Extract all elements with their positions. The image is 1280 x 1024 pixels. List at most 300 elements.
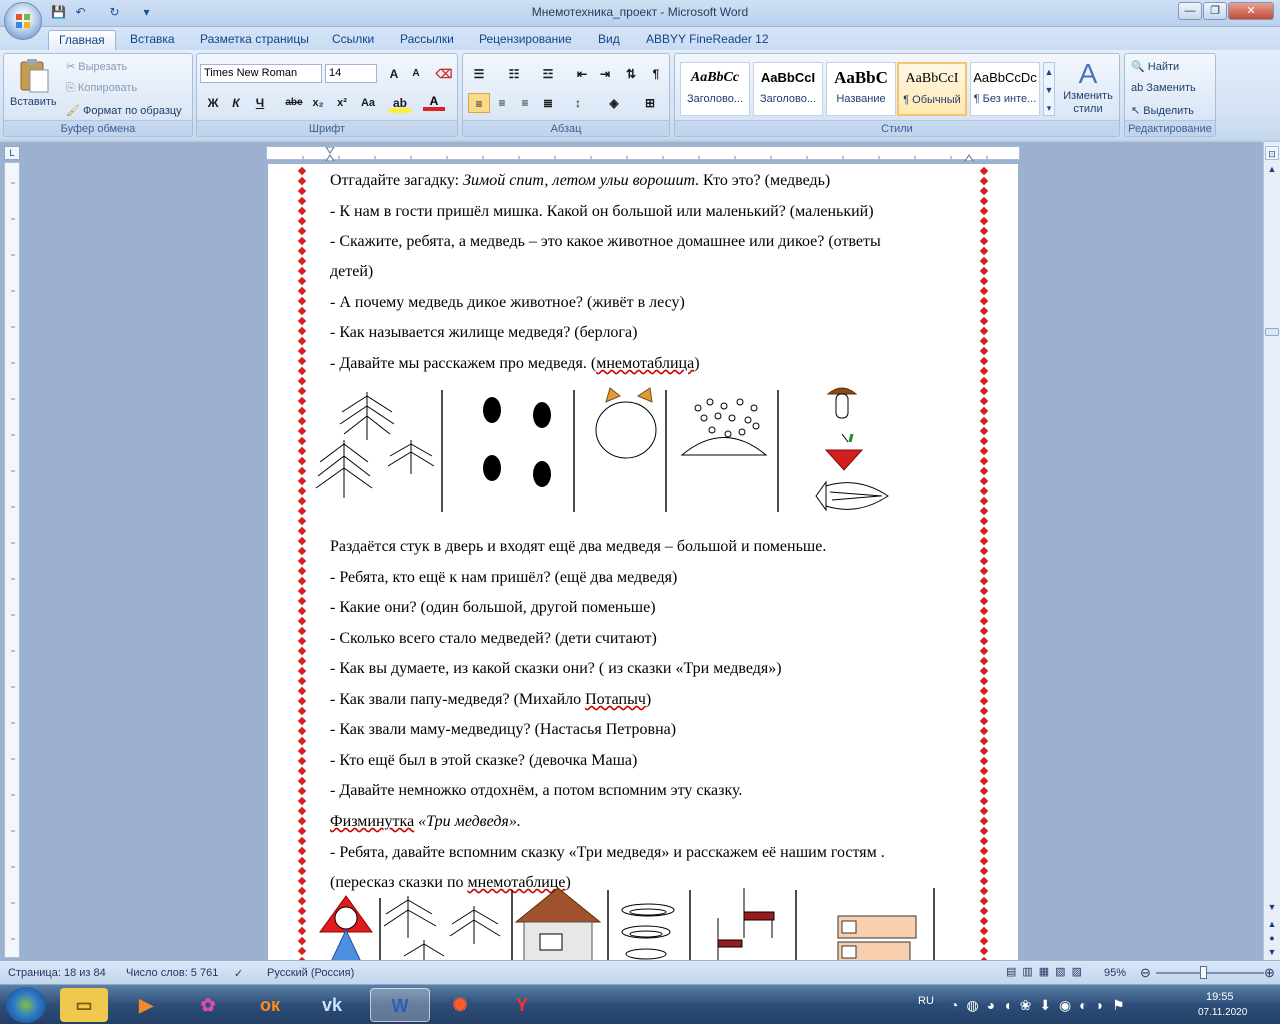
font-size-combo[interactable]: 14 <box>325 64 377 83</box>
style-name: Заголово... <box>686 93 744 105</box>
doc-line: - Как называется жилище медведя? (берлога) <box>330 324 638 341</box>
tab-view[interactable]: Вид <box>598 32 620 46</box>
pilcrow-icon[interactable]: ¶ <box>652 67 660 81</box>
customize-qat-icon[interactable]: ▾ <box>143 5 150 19</box>
border-dot <box>980 487 988 495</box>
style-name: ¶ Без инте... <box>973 93 1037 105</box>
save-icon[interactable]: 💾 <box>51 5 66 19</box>
style-sample: AaBbCcI <box>905 71 959 86</box>
zoom-level[interactable]: 95% <box>1104 967 1127 979</box>
misspelled-word: мнемотаблице <box>467 874 566 891</box>
text-run: ) <box>694 355 700 372</box>
border-dot <box>298 907 306 915</box>
border-dot <box>298 247 306 255</box>
close-button[interactable]: ✕ <box>1228 2 1274 20</box>
doc-line <box>330 355 700 373</box>
cut-label: Вырезать <box>78 61 128 73</box>
border-dot <box>298 797 306 805</box>
border-dot <box>980 207 988 215</box>
ribbon <box>0 50 1280 140</box>
border-dot <box>980 277 988 285</box>
border-dot <box>298 917 306 925</box>
border-dot <box>298 807 306 815</box>
change-case-button[interactable]: Aa <box>360 97 376 109</box>
border-dot <box>298 697 306 705</box>
paw-prints-icon <box>483 397 551 487</box>
border-dot <box>980 567 988 575</box>
window-title: Мнемотехника_проект - Microsoft Word <box>531 5 749 19</box>
border-dot <box>298 547 306 555</box>
border-dot <box>980 397 988 405</box>
border-dot <box>298 657 306 665</box>
border-dot <box>298 927 306 935</box>
shrink-font-icon[interactable]: A <box>412 68 420 79</box>
font-group <box>196 53 458 137</box>
explorer-icon[interactable]: ▭ <box>60 988 108 1022</box>
border-dot <box>980 497 988 505</box>
doc-line: - Какие они? (один большой, другой поменьше) <box>330 599 656 616</box>
border-dot <box>298 707 306 715</box>
border-dot <box>298 857 306 865</box>
border-dot <box>298 677 306 685</box>
clipboard-group <box>3 53 193 137</box>
bold-button[interactable]: Ж <box>207 96 219 110</box>
border-dot <box>980 407 988 415</box>
border-dot <box>980 767 988 775</box>
browse-object-icon[interactable]: ● <box>1269 933 1275 943</box>
border-dot <box>298 597 306 605</box>
berries-icon <box>826 434 862 470</box>
clear-format-icon[interactable]: ⌫ <box>435 67 453 81</box>
border-dot <box>980 267 988 275</box>
tray-language[interactable]: RU <box>918 995 934 1007</box>
border-dot <box>298 947 306 955</box>
style-normal[interactable] <box>897 62 967 116</box>
border-dot <box>980 217 988 225</box>
word-taskbar-icon[interactable]: W <box>370 988 430 1022</box>
doc-line: - К нам в гости пришёл мишка. Какой он большой или маленький? (маленький) <box>330 203 874 220</box>
border-dot <box>980 427 988 435</box>
border-dot <box>298 567 306 575</box>
tray-date[interactable]: 07.11.2020 <box>1198 1007 1248 1018</box>
border-dot <box>298 197 306 205</box>
styles-group-label: Стили <box>675 120 1119 136</box>
border-dot <box>980 197 988 205</box>
bowls-icon <box>622 904 674 959</box>
strikethrough-button[interactable]: abe <box>285 97 303 108</box>
border-dot <box>298 767 306 775</box>
binoculars-icon: 🔍 <box>1131 61 1148 73</box>
border-dot <box>980 517 988 525</box>
border-dot <box>980 377 988 385</box>
vertical-ruler[interactable] <box>4 162 20 958</box>
border-dot <box>298 477 306 485</box>
doc-line <box>330 172 830 190</box>
border-dot <box>298 847 306 855</box>
border-dot <box>298 877 306 885</box>
increase-indent-icon[interactable]: ⇥ <box>599 67 611 81</box>
photos-icon[interactable]: ✿ <box>200 995 216 1015</box>
border-dot <box>980 457 988 465</box>
border-dot <box>980 697 988 705</box>
grow-font-icon[interactable]: A <box>389 67 399 81</box>
format-painter-button[interactable] <box>66 104 182 117</box>
doc-line: - А почему медведь дикое животное? (живёт в лесу) <box>330 294 685 311</box>
doc-line <box>330 813 521 831</box>
tab-mailings[interactable]: Рассылки <box>400 32 454 46</box>
italic-button[interactable]: К <box>232 96 240 110</box>
den-snow-icon <box>682 399 766 455</box>
border-dot <box>298 307 306 315</box>
style-heading-1[interactable] <box>680 62 750 116</box>
undo-icon[interactable]: ↶ <box>75 5 86 19</box>
doc-line: детей) <box>330 263 374 280</box>
border-dot <box>298 577 306 585</box>
border-dot <box>298 207 306 215</box>
doc-line: - Скажите, ребята, а медведь – это какое животное домашнее или дикое? (ответы <box>330 233 881 250</box>
border-dot <box>298 267 306 275</box>
border-dot <box>980 937 988 945</box>
highlight-icon[interactable]: ab <box>389 93 411 113</box>
bear-head-icon <box>596 388 656 458</box>
underline-button[interactable]: Ч <box>255 96 265 110</box>
border-dot <box>980 687 988 695</box>
scroll-down-icon[interactable]: ▼ <box>1267 902 1277 912</box>
next-page-icon[interactable]: ▼ <box>1267 947 1277 957</box>
border-dot <box>980 917 988 925</box>
ribbon-tabs <box>0 27 1280 50</box>
change-styles-icon: A <box>1078 58 1098 89</box>
odnoklassniki-icon[interactable]: ок <box>259 995 280 1015</box>
replace-label: Заменить <box>1146 82 1196 94</box>
cursor-icon: ↖ <box>1131 105 1144 117</box>
border-dot <box>980 847 988 855</box>
fish-icon <box>816 482 888 510</box>
border-dot <box>298 257 306 265</box>
border-dot <box>298 527 306 535</box>
border-dot <box>980 287 988 295</box>
border-dot <box>298 177 306 185</box>
border-dot <box>298 787 306 795</box>
border-dot <box>980 477 988 485</box>
decrease-indent-icon[interactable]: ⇤ <box>576 67 588 81</box>
office-button[interactable] <box>4 2 42 40</box>
border-dot <box>980 547 988 555</box>
start-button[interactable] <box>6 987 46 1023</box>
border-dot <box>980 437 988 445</box>
border-dot <box>980 907 988 915</box>
cut-button[interactable] <box>66 60 127 73</box>
language[interactable]: Русский (Россия) <box>267 967 355 979</box>
fizm-title: «Три медведя». <box>418 813 521 830</box>
align-center-icon[interactable]: ≡ <box>498 96 506 110</box>
maximize-button[interactable]: ❐ <box>1203 2 1227 20</box>
text-run: ) <box>645 691 652 708</box>
border-dot <box>298 277 306 285</box>
font-color-icon[interactable]: A <box>423 93 445 111</box>
editing-group-label: Редактирование <box>1125 120 1215 136</box>
scroll-thumb[interactable] <box>1265 328 1279 336</box>
app-icon[interactable]: ✺ <box>452 995 468 1015</box>
style-title[interactable] <box>826 62 896 116</box>
doc-line: - Ребята, давайте вспомним сказку «Три медведя» и расскажем её нашим гостям . <box>330 844 885 861</box>
border-dot <box>298 827 306 835</box>
text-run: (пересказ сказки по <box>330 874 468 891</box>
border-dot <box>298 457 306 465</box>
border-dot <box>298 747 306 755</box>
border-dot <box>298 667 306 675</box>
border-dot <box>980 467 988 475</box>
doc-line: - Кто ещё был в этой сказке? (девочка Маша) <box>330 752 638 769</box>
office-logo-icon <box>5 3 41 39</box>
cut-icon: ✂ <box>66 61 79 73</box>
font-name-combo[interactable]: Times New Roman <box>200 64 322 83</box>
misspelled-word: мнемотаблица <box>596 355 695 372</box>
style-sample: AaBbCc <box>690 70 740 85</box>
border-dot <box>298 407 306 415</box>
doc-line: - Сколько всего стало медведей? (дети считают) <box>330 630 657 647</box>
page-count[interactable]: Страница: 18 из 84 <box>8 967 106 979</box>
border-dot <box>298 507 306 515</box>
border-dot <box>298 347 306 355</box>
border-dot <box>980 667 988 675</box>
border-dot <box>980 777 988 785</box>
border-dot <box>298 287 306 295</box>
border-dot <box>298 237 306 245</box>
doc-line: - Давайте немножко отдохнём, а потом вспомним эту сказку. <box>330 782 743 799</box>
border-dot <box>980 797 988 805</box>
border-dot <box>980 307 988 315</box>
border-dot <box>298 467 306 475</box>
minimize-button[interactable]: — <box>1178 2 1202 20</box>
border-dot <box>980 657 988 665</box>
tab-abbyy[interactable]: ABBYY FineReader 12 <box>646 32 769 46</box>
borders-icon[interactable]: ⊞ <box>644 96 656 110</box>
find-button[interactable] <box>1131 60 1179 73</box>
border-dot <box>298 217 306 225</box>
border-dot <box>980 417 988 425</box>
border-dot <box>980 627 988 635</box>
border-dot <box>298 537 306 545</box>
border-dot <box>298 437 306 445</box>
format-painter-label: Формат по образцу <box>83 105 182 117</box>
word-count[interactable]: Число слов: 5 761 <box>126 967 219 979</box>
text-run: Отгадайте загадку: <box>330 172 464 189</box>
border-dot <box>980 597 988 605</box>
doc-line: - Как вы думаете, из какой сказки они? ( из сказки «Три медведя») <box>330 660 782 677</box>
style-sample: AaBbC <box>834 68 888 87</box>
fir-trees-icon <box>316 392 434 498</box>
border-dot <box>980 577 988 585</box>
tray-time[interactable]: 19:55 <box>1206 991 1234 1003</box>
border-dot <box>298 627 306 635</box>
style-no-spacing[interactable] <box>970 62 1040 116</box>
text-run: . Кто это? (медведь) <box>695 172 831 189</box>
girl-icon <box>320 896 372 964</box>
border-dot <box>298 327 306 335</box>
border-dot <box>298 517 306 525</box>
border-dot <box>980 947 988 955</box>
zoom-out-icon[interactable]: ⊖ <box>1140 965 1151 980</box>
misspelled-word: Потапыч <box>585 691 646 708</box>
border-dot <box>980 337 988 345</box>
align-left-icon[interactable]: ≡ <box>468 93 490 113</box>
border-dot <box>298 317 306 325</box>
tab-page-layout[interactable]: Разметка страницы <box>200 32 309 46</box>
border-dot <box>298 897 306 905</box>
border-dot <box>980 537 988 545</box>
media-player-icon[interactable]: ▶ <box>139 995 153 1015</box>
border-dot <box>980 617 988 625</box>
border-dot <box>980 317 988 325</box>
justify-icon[interactable]: ≣ <box>542 96 554 110</box>
style-heading-2[interactable] <box>753 62 823 116</box>
border-dot <box>980 827 988 835</box>
zoom-slider[interactable] <box>1156 972 1264 974</box>
border-dot <box>980 237 988 245</box>
replace-icon: ab <box>1131 82 1147 94</box>
border-dot <box>298 637 306 645</box>
yandex-icon[interactable]: Y <box>515 995 528 1015</box>
border-dot <box>980 877 988 885</box>
zoom-slider-thumb[interactable] <box>1200 966 1207 979</box>
align-right-icon[interactable]: ≡ <box>521 96 529 110</box>
border-dot <box>980 187 988 195</box>
forest-icon <box>384 896 500 964</box>
ruler-toggle-icon[interactable]: ⊡ <box>1265 146 1279 160</box>
border-dot <box>980 857 988 865</box>
border-dot <box>980 167 988 175</box>
taskbar <box>0 984 1280 1024</box>
style-sample: AaBbCcI <box>760 70 816 85</box>
style-name: Заголово... <box>759 93 817 105</box>
border-dot <box>298 417 306 425</box>
mushroom-icon <box>828 388 856 418</box>
border-dot <box>298 607 306 615</box>
subscript-button[interactable]: x₂ <box>312 97 324 109</box>
border-dot <box>980 817 988 825</box>
bullets-icon[interactable]: ☰ <box>473 67 485 81</box>
tab-home[interactable]: Главная <box>48 30 116 50</box>
text-run: ) <box>565 874 571 891</box>
border-dot <box>980 297 988 305</box>
horizontal-ruler[interactable] <box>266 146 1020 160</box>
copy-label: Копировать <box>77 82 138 94</box>
prev-page-icon[interactable]: ▲ <box>1267 919 1277 929</box>
mnemo-table-2 <box>312 884 952 964</box>
document-page[interactable] <box>268 164 1018 964</box>
style-name: ¶ Обычный <box>903 94 961 106</box>
border-dot <box>980 587 988 595</box>
tab-selector[interactable]: L <box>4 146 20 160</box>
border-dot <box>298 377 306 385</box>
border-dot <box>298 397 306 405</box>
tab-insert[interactable]: Вставка <box>130 32 175 46</box>
replace-button[interactable] <box>1131 82 1196 94</box>
mnemo-table-1 <box>312 382 912 524</box>
border-dot <box>298 557 306 565</box>
chairs-icon <box>718 888 774 964</box>
zoom-in-icon[interactable]: ⊕ <box>1264 965 1275 980</box>
numbering-icon[interactable]: ☷ <box>508 67 520 81</box>
doc-line: - Как звали маму-медведицу? (Настасья Петровна) <box>330 721 677 738</box>
editing-group <box>1124 53 1216 137</box>
copy-button[interactable] <box>66 82 137 95</box>
format-painter-icon: 🖌 <box>66 105 84 117</box>
styles-scroll[interactable]: ▲ ▼ ▾ <box>1043 62 1055 116</box>
border-dot <box>298 497 306 505</box>
select-button[interactable] <box>1131 104 1194 117</box>
vruler-ticks <box>5 163 21 959</box>
border-dot <box>980 637 988 645</box>
line-spacing-icon[interactable]: ↕ <box>575 96 581 110</box>
border-dot <box>298 817 306 825</box>
border-dot <box>980 787 988 795</box>
page-border-right <box>980 164 988 964</box>
paste-button[interactable]: Вставить <box>10 96 57 108</box>
copy-icon: ⎘ <box>66 82 78 94</box>
paste-icon <box>18 58 50 94</box>
styles-group <box>674 53 1120 137</box>
shading-icon[interactable]: ◈ <box>609 96 619 110</box>
border-dot <box>298 447 306 455</box>
spellcheck-icon[interactable]: ✓ <box>234 968 244 980</box>
border-dot <box>980 227 988 235</box>
change-styles-button[interactable] <box>1059 58 1117 116</box>
border-dot <box>298 297 306 305</box>
border-dot <box>980 897 988 905</box>
border-dot <box>298 167 306 175</box>
vertical-scrollbar[interactable] <box>1263 142 1280 960</box>
border-dot <box>980 887 988 895</box>
title-bar <box>0 0 1280 27</box>
border-dot <box>980 927 988 935</box>
border-dot <box>980 737 988 745</box>
house-icon <box>516 888 600 964</box>
tray-icons[interactable]: ◔◍◕◖❀⬇◉◐◗⚑ <box>950 997 1133 1013</box>
border-dot <box>980 357 988 365</box>
status-bar <box>0 960 1280 984</box>
clipboard-group-label: Буфер обмена <box>4 120 192 136</box>
font-group-label: Шрифт <box>197 120 457 136</box>
style-sample: AaBbCcDc <box>973 70 1037 85</box>
view-buttons[interactable]: ▤▥▦▧▨ <box>1006 966 1088 978</box>
border-dot <box>298 357 306 365</box>
select-label: Выделить <box>1143 105 1195 117</box>
tab-review[interactable]: Рецензирование <box>479 32 572 46</box>
redo-icon[interactable]: ↻ <box>109 5 120 19</box>
vk-icon[interactable]: vk <box>321 995 343 1015</box>
border-dot <box>298 617 306 625</box>
border-dot <box>980 647 988 655</box>
scroll-up-icon[interactable]: ▲ <box>1267 164 1277 174</box>
border-dot <box>298 587 306 595</box>
border-dot <box>980 247 988 255</box>
border-dot <box>980 867 988 875</box>
border-dot <box>298 937 306 945</box>
border-dot <box>980 837 988 845</box>
sort-icon[interactable]: ⇅ <box>625 67 637 81</box>
multilevel-list-icon[interactable]: ☲ <box>542 67 554 81</box>
border-dot <box>980 607 988 615</box>
border-dot <box>980 757 988 765</box>
border-dot <box>298 737 306 745</box>
superscript-button[interactable]: x² <box>337 97 347 109</box>
misspelled-word: Физминутка <box>330 813 415 830</box>
tab-references[interactable]: Ссылки <box>332 32 375 46</box>
border-dot <box>980 807 988 815</box>
text-run: - Как звали папу-медведя? (Михайло <box>330 691 586 708</box>
